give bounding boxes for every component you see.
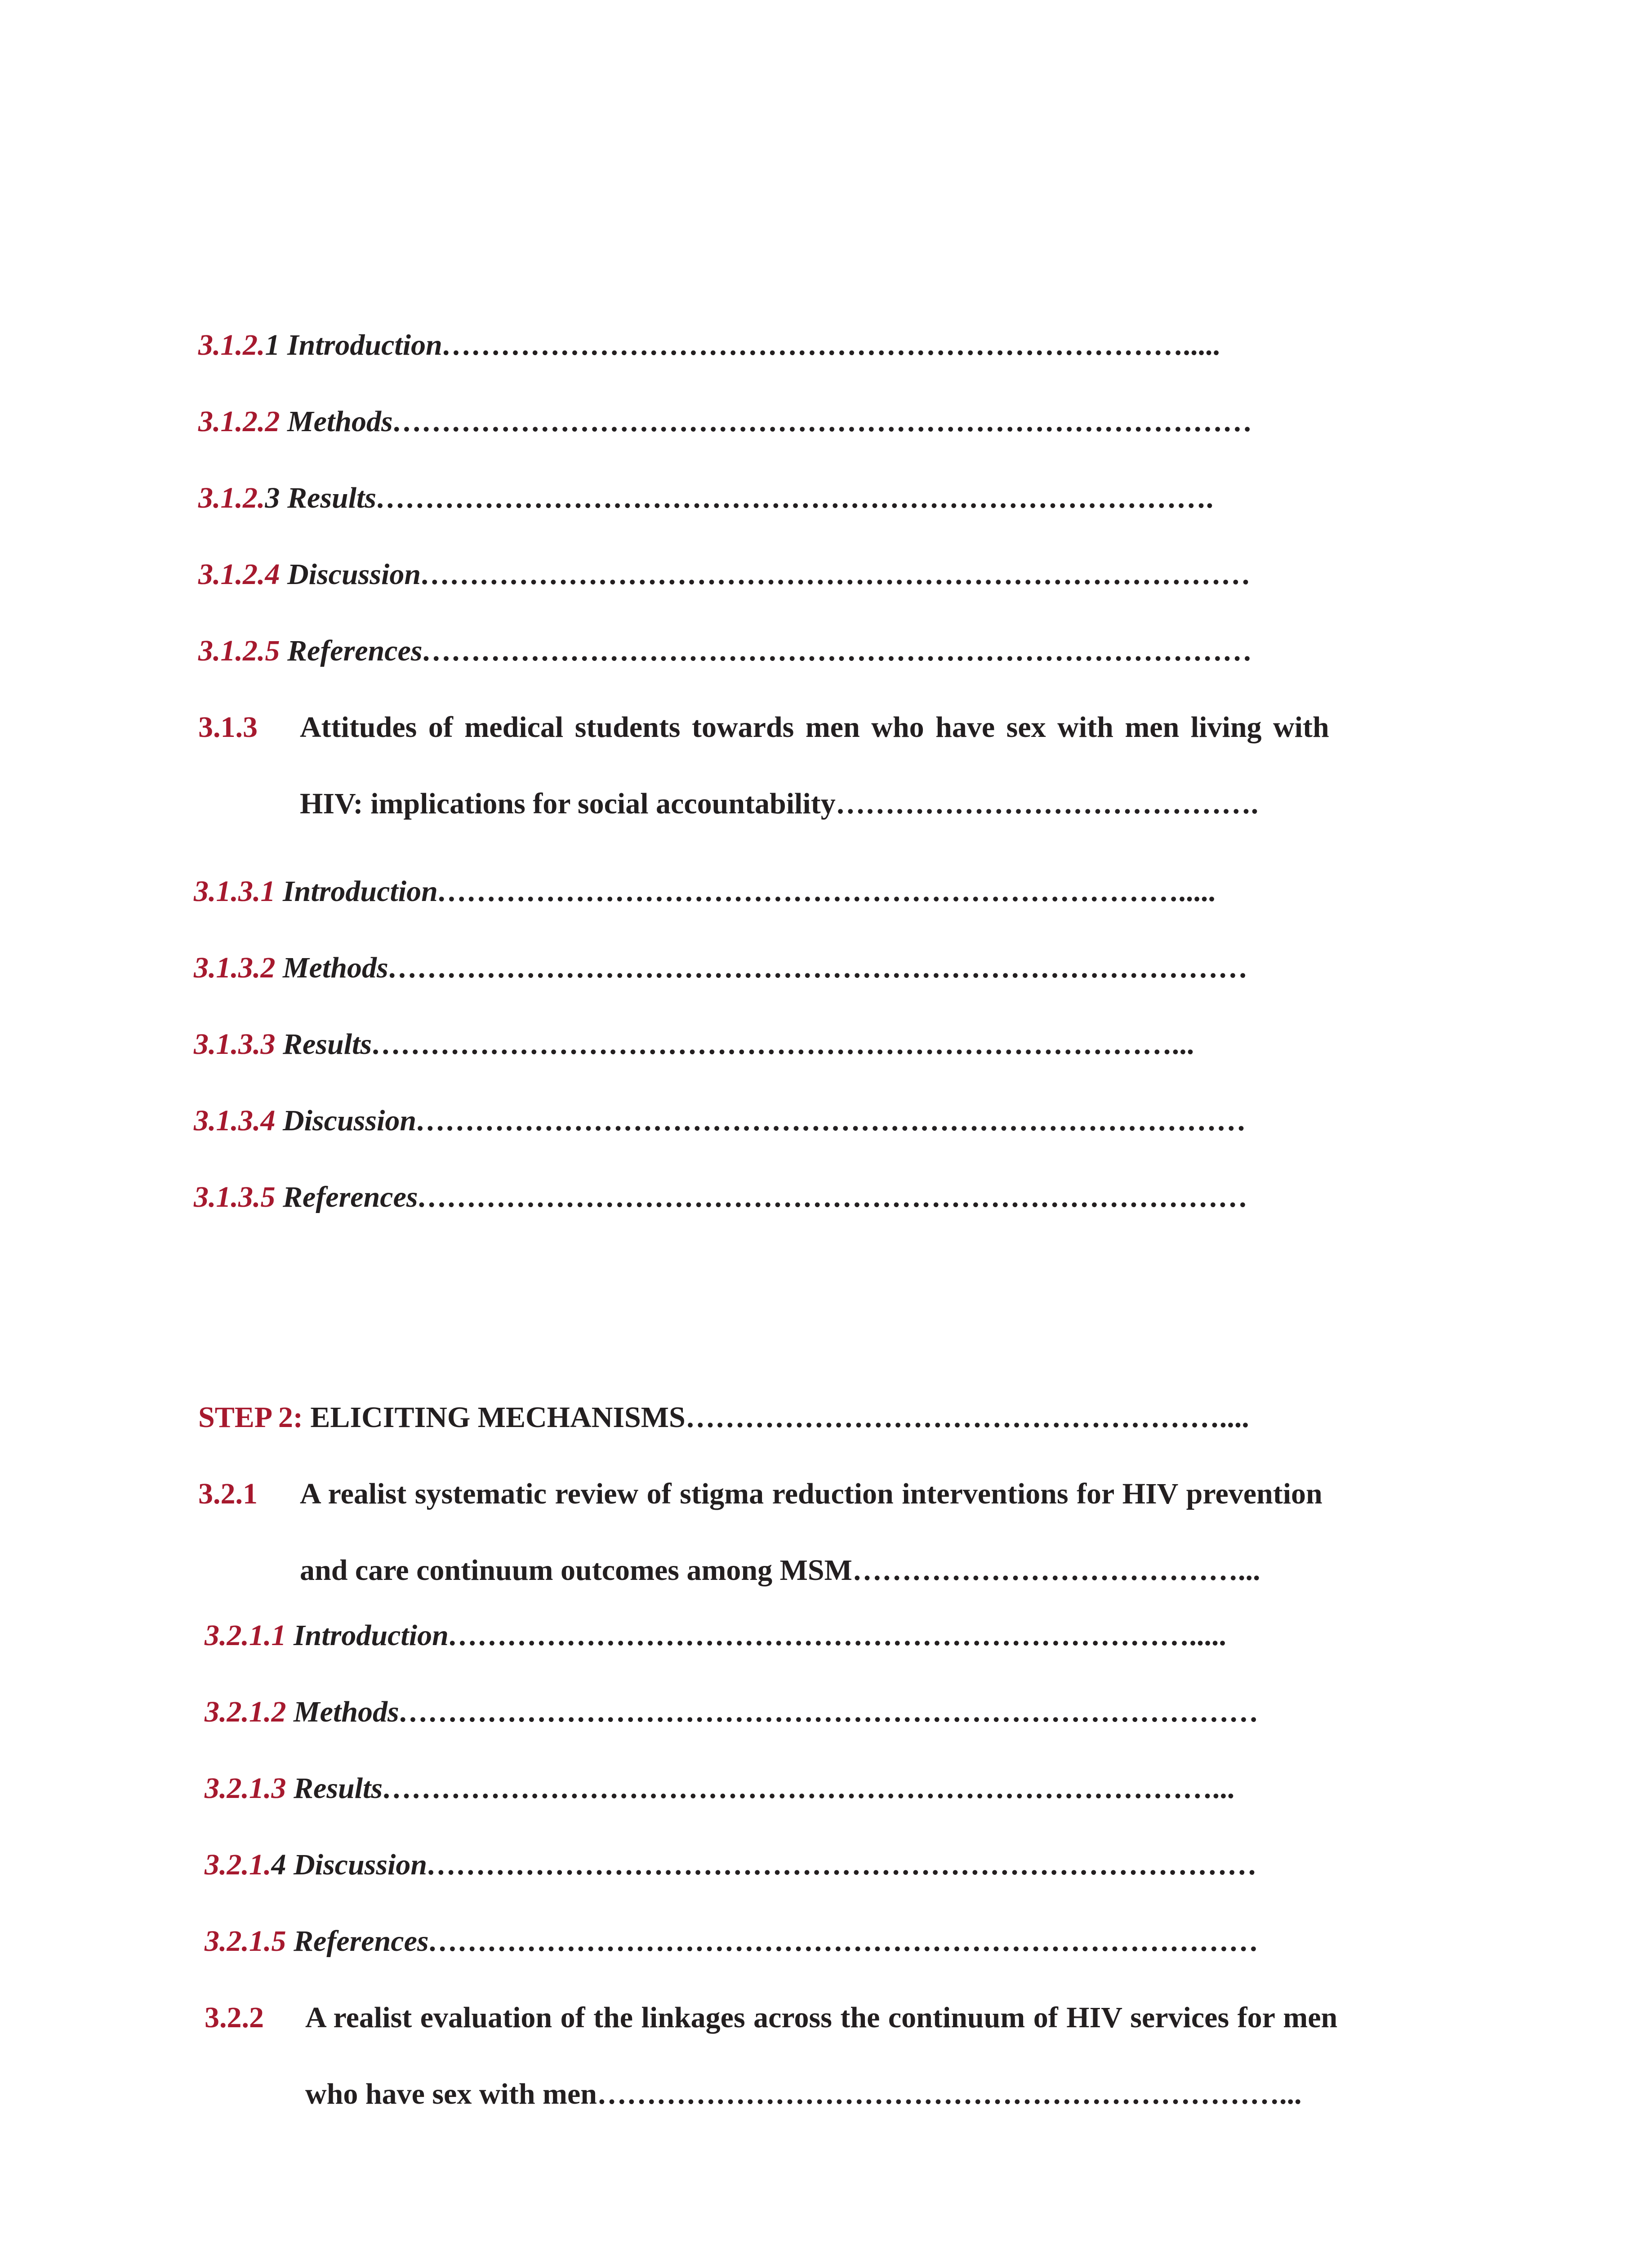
leader-dots: ………………………………………………………………….....: [437, 875, 1217, 908]
leader-dots: …………………………………………………………………………: [422, 634, 1253, 667]
section-number: 3.2.2: [205, 2001, 264, 2034]
entry-title: Results: [286, 1772, 383, 1805]
entry-title-line-2: HIV: implications for social accountability: [300, 787, 836, 820]
entry-title: References: [275, 1181, 418, 1213]
section-number: 3.1.2.2: [198, 405, 280, 438]
entry-title: Discussion: [280, 558, 421, 591]
entry-title: Results: [275, 1028, 372, 1061]
toc-heading-3-1-3: [198, 713, 1448, 742]
entry-title: Methods: [286, 1695, 399, 1728]
section-number-tail: 1: [265, 329, 280, 361]
toc-entry-3-2-1-4: [205, 1850, 1258, 1880]
section-number: 3.1.3.2: [194, 951, 276, 984]
section-number-tail: 3: [265, 482, 280, 514]
section-number: 3.1.2.: [198, 482, 265, 514]
section-number: 3.1.3.1: [194, 875, 276, 908]
entry-title: Discussion: [286, 1848, 427, 1881]
section-number: 3.1.3: [198, 711, 258, 744]
section-number: 3.2.1.3: [205, 1772, 286, 1805]
toc-heading-3-2-2-cont: [305, 2079, 1302, 2109]
leader-dots: ……………………………………………………………………………: [388, 951, 1249, 984]
section-number: 3.1.2.5: [198, 634, 280, 667]
leader-dots: …………………………………………………………………………...: [383, 1772, 1236, 1805]
toc-entry-3-1-3-2: [194, 953, 1249, 983]
entry-title: Methods: [275, 951, 388, 984]
entry-title: Results: [280, 482, 377, 514]
entry-title: Introduction: [275, 875, 438, 908]
toc-heading-3-1-3-cont: [300, 789, 1258, 819]
leader-dots: ………………………………………………....: [685, 1401, 1249, 1434]
leader-dots: …………………………………………………………………………: [418, 1181, 1249, 1213]
toc-entry-3-1-2-3: [198, 483, 1215, 513]
leader-dots: …………………………………………………………………………: [427, 1848, 1258, 1881]
leader-dots: …………………………………………………………………………: [421, 558, 1252, 591]
entry-title: Methods: [280, 405, 393, 438]
entry-title-line-1: A realist evaluation of the linkages across the continuum of HIV services for men: [305, 2001, 1338, 2034]
section-number: 3.1.3.5: [194, 1181, 276, 1213]
step-label: STEP 2:: [198, 1401, 303, 1434]
entry-title: Introduction: [286, 1619, 449, 1652]
toc-entry-3-1-2-4: [198, 560, 1251, 589]
entry-title: References: [280, 634, 423, 667]
toc-step-2-heading: [198, 1403, 1249, 1432]
toc-entry-3-1-2-2: [198, 407, 1253, 437]
section-number: 3.1.2.4: [198, 558, 280, 591]
section-number: 3.1.2.: [198, 329, 265, 361]
entry-title-line-2: who have sex with men: [305, 2078, 597, 2110]
leader-dots: ………………………………………………………………….....: [448, 1619, 1228, 1652]
leader-dots: …………………………………...: [852, 1554, 1260, 1587]
leader-dots: ………………………………………………………………….....: [442, 329, 1221, 361]
entry-title: Introduction: [280, 329, 442, 361]
entry-title-line-1: Attitudes of medical students towards men who have sex with men living with: [300, 711, 1329, 744]
leader-dots: ………………………………………………………………………….: [376, 482, 1215, 514]
toc-entry-3-2-1-5: [205, 1927, 1260, 1956]
step-title: ELICITING MECHANISMS: [303, 1401, 686, 1434]
toc-entry-3-1-3-4: [194, 1106, 1247, 1136]
section-number: 3.1.3.3: [194, 1028, 276, 1061]
section-number-tail: 4: [271, 1848, 286, 1881]
leader-dots: ……………………………………………………………………………: [399, 1695, 1260, 1728]
section-number: 3.2.1.5: [205, 1925, 286, 1958]
leader-dots: …………………………………………………………………………: [416, 1104, 1247, 1137]
leader-dots: …………………………………………………………………………: [428, 1925, 1260, 1958]
toc-heading-3-2-2: [205, 2001, 1338, 2034]
toc-entry-3-2-1-2: [205, 1697, 1260, 1727]
entry-title-line-2: and care continuum outcomes among MSM: [300, 1554, 852, 1587]
section-number: 3.1.3.4: [194, 1104, 276, 1137]
toc-entry-3-1-3-5: [194, 1182, 1249, 1212]
leader-dots: ………………………………………………………………………...: [372, 1028, 1195, 1061]
toc-entry-3-1-2-1: [198, 330, 1221, 360]
section-number: 3.2.1.2: [205, 1695, 286, 1728]
toc-entry-3-2-1-3: [205, 1774, 1236, 1803]
leader-dots: …………………………………….: [835, 787, 1259, 820]
toc-entry-3-1-2-5: [198, 636, 1253, 666]
leader-dots: ……………………………………………………………………………: [392, 405, 1253, 438]
toc-entry-3-1-3-1: [194, 877, 1216, 906]
toc-entry-3-1-3-3: [194, 1030, 1195, 1059]
leader-dots: ……………………………………………………………...: [597, 2078, 1302, 2110]
entry-title-line-1: A realist systematic review of stigma reduction interventions for HIV prevention: [300, 1477, 1322, 1510]
toc-entry-3-2-1-1: [205, 1621, 1227, 1650]
section-number: 3.2.1: [198, 1477, 258, 1510]
entry-title: References: [286, 1925, 429, 1958]
section-number: 3.2.1.1: [205, 1619, 286, 1652]
entry-title: Discussion: [275, 1104, 417, 1137]
section-number: 3.2.1.: [205, 1848, 272, 1881]
toc-heading-3-2-1-cont: [300, 1556, 1260, 1585]
toc-heading-3-2-1: [198, 1477, 1322, 1510]
